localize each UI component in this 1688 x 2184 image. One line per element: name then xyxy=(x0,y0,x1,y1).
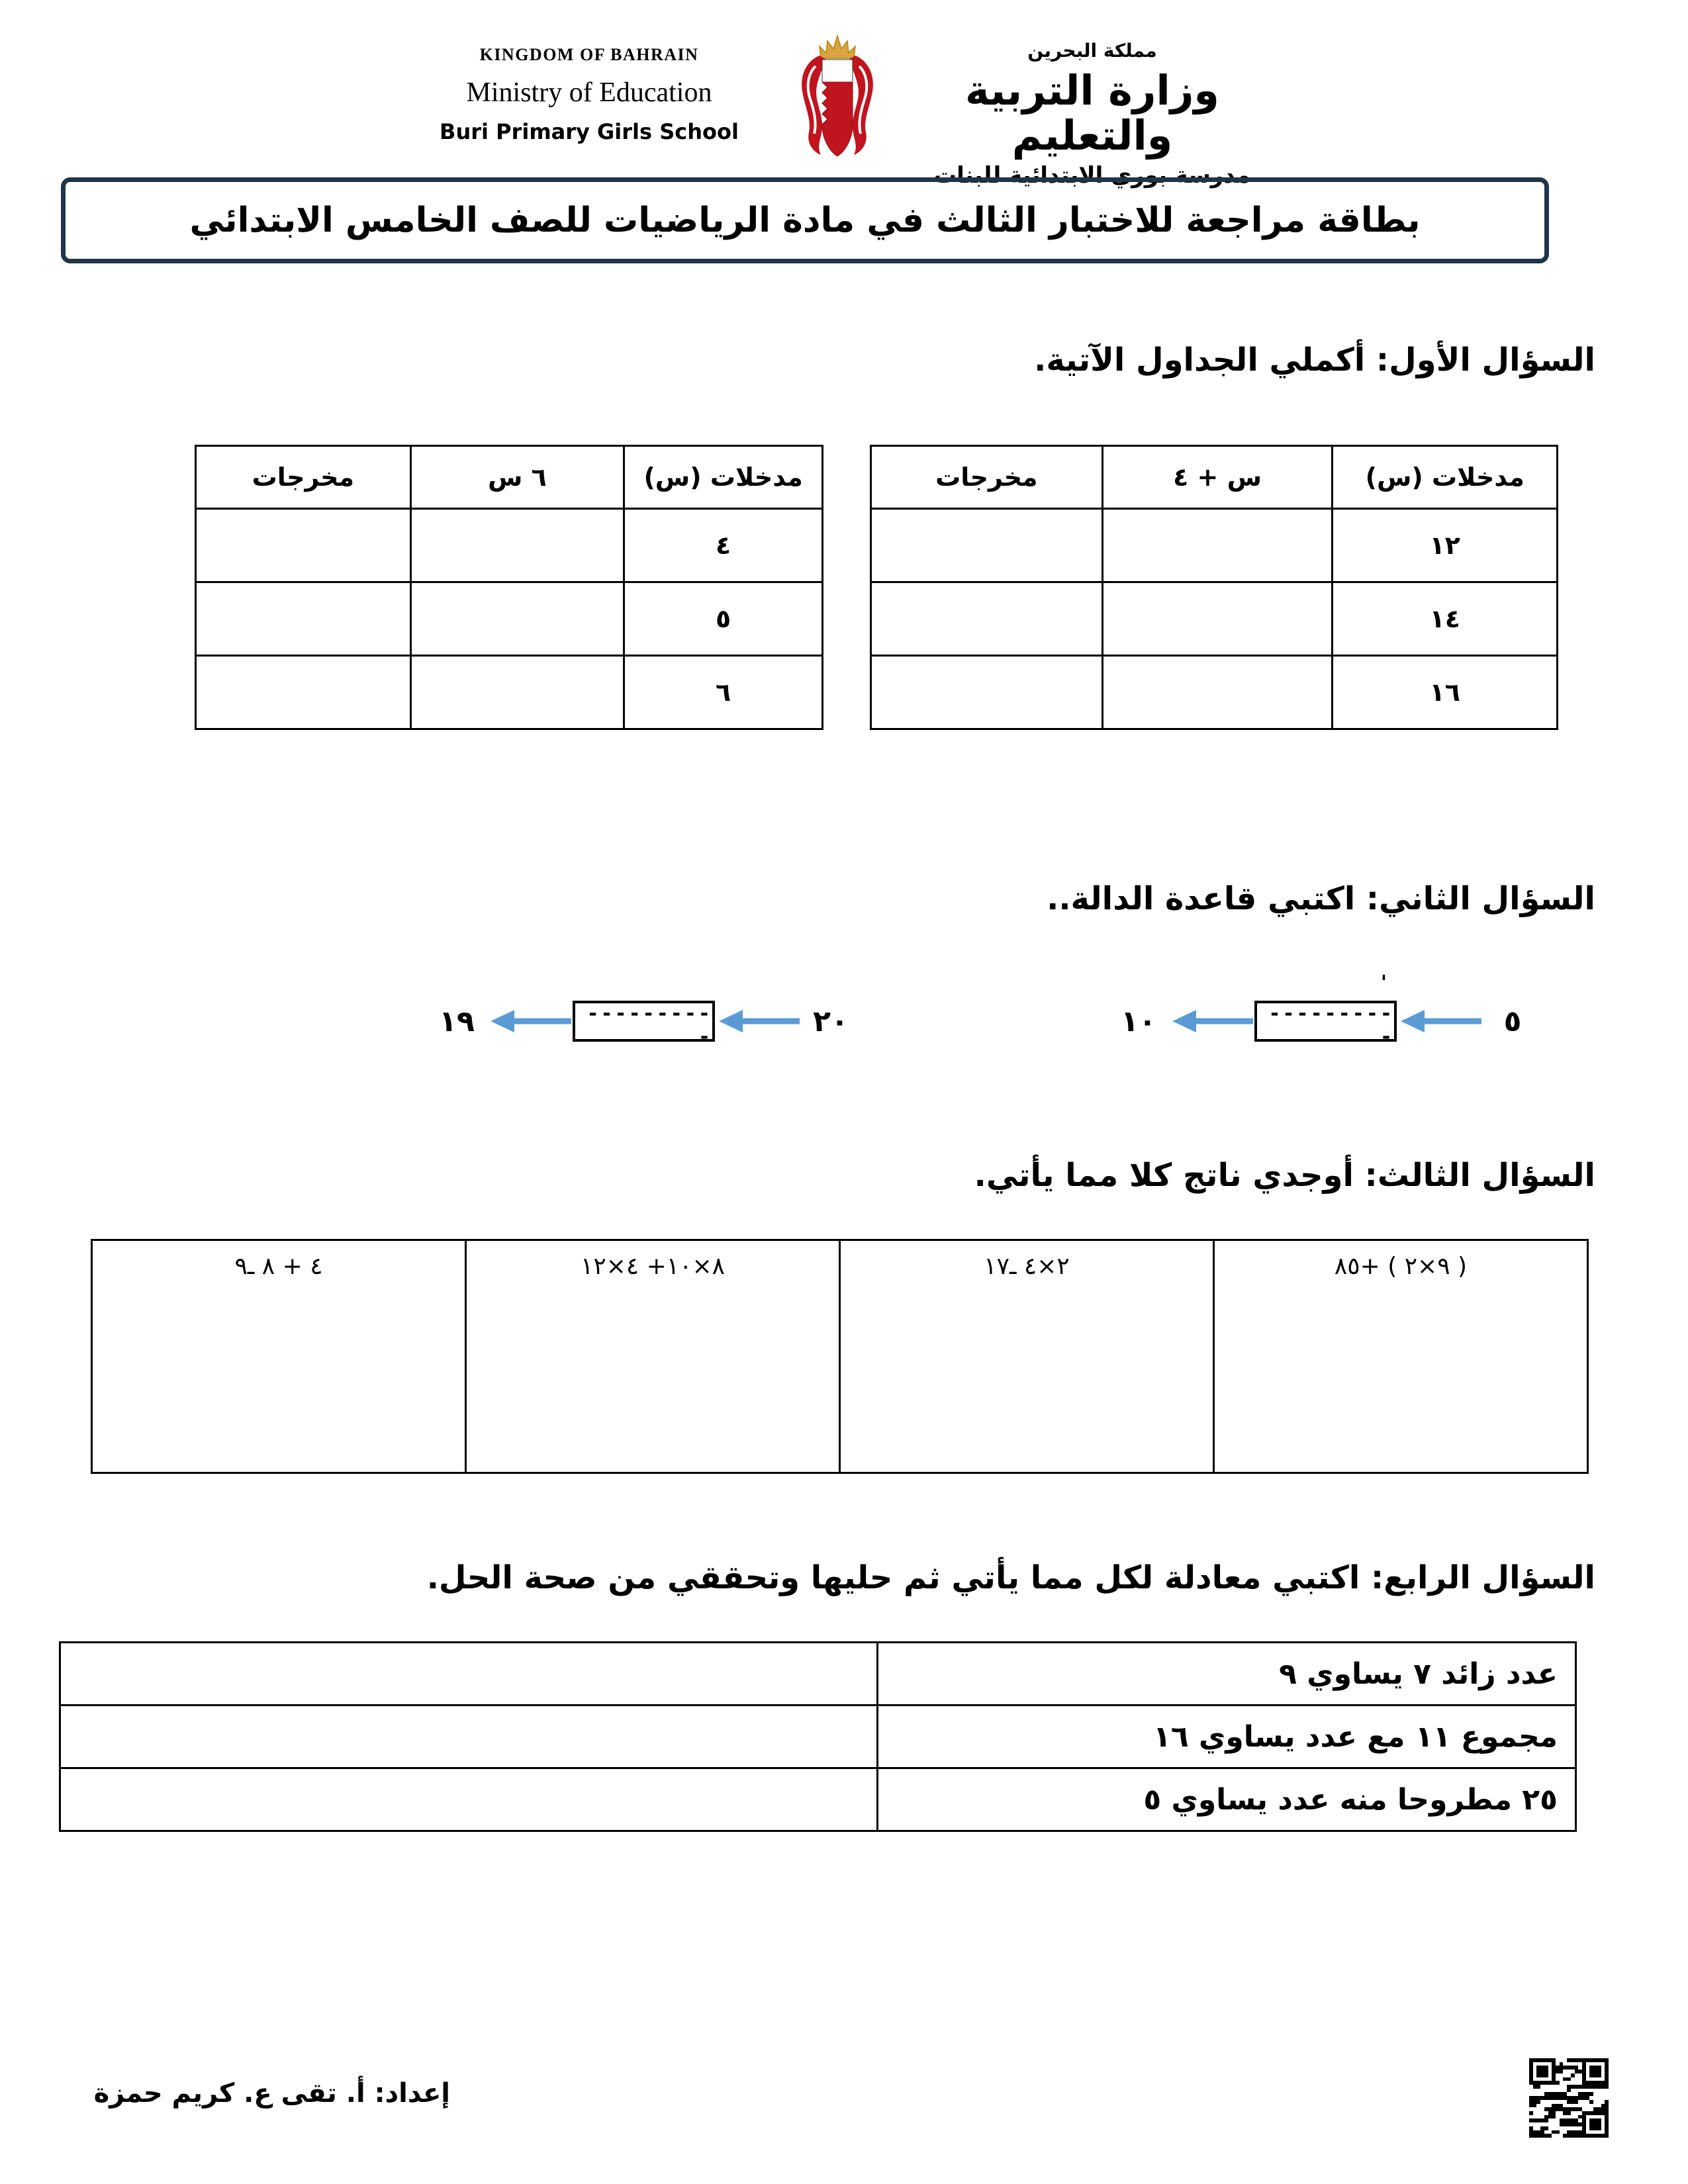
col-header-rule: س + ٤ xyxy=(1102,446,1333,509)
col-header-inputs: مدخلات (س) xyxy=(1333,446,1558,509)
statement-cell-2: مجموع ١١ مع عدد يساوي ١٦ xyxy=(878,1706,1576,1768)
input-value: ١٢ xyxy=(1333,509,1558,582)
worksheet-title-banner xyxy=(61,177,1549,263)
input-value: ٦ xyxy=(624,656,823,729)
input-value: ٤ xyxy=(624,509,823,582)
header-english-school: Buri Primary Girls School xyxy=(440,119,739,144)
input-value: ١٦ xyxy=(1333,656,1558,729)
question-1-table-right xyxy=(870,445,1558,730)
rule-answer-cell[interactable] xyxy=(1102,509,1333,582)
rule-answer-cell[interactable] xyxy=(1102,656,1333,729)
question-3-table xyxy=(91,1239,1589,1474)
document-header xyxy=(0,26,1688,189)
table-row xyxy=(871,582,1558,656)
qr-code[interactable] xyxy=(1529,2058,1609,2138)
equation-answer-cell-2[interactable] xyxy=(60,1706,878,1768)
machine-1-input-arrow-icon xyxy=(1397,1008,1483,1034)
author-credit: إعداد: أ. تقى ع. كريم حمزة xyxy=(93,2078,450,2109)
machine-1-output-arrow-icon xyxy=(1168,1008,1254,1034)
machine-2-rule-box[interactable] xyxy=(573,1001,715,1048)
question-4-table xyxy=(59,1641,1577,1832)
header-arabic-ministry: وزارة التربية والتعليم xyxy=(965,66,1219,160)
col-header-outputs: مخرجات xyxy=(871,446,1103,509)
expression-cell-4[interactable]: ٤ + ٨ ـ٩ xyxy=(92,1240,466,1473)
function-machine-2 xyxy=(427,1001,861,1048)
table-header-row xyxy=(871,446,1558,509)
output-answer-cell[interactable] xyxy=(196,582,411,656)
machine-2-rule-placeholder: ---------- xyxy=(586,1002,712,1048)
table-row xyxy=(196,656,823,729)
header-english-block xyxy=(410,26,768,144)
table-header-row xyxy=(196,446,823,509)
output-answer-cell[interactable] xyxy=(871,509,1103,582)
header-arabic-school: مدرسة بوري الابتدائية للبنات xyxy=(933,162,1251,189)
question-1-heading: السؤال الأول: أكملي الجداول الآتية. xyxy=(1034,341,1595,379)
statement-cell-3: ٢٥ مطروحا منه عدد يساوي ٥ xyxy=(878,1768,1576,1831)
machine-2-output: ١٩ xyxy=(439,1004,475,1038)
header-english-ministry: Ministry of Education xyxy=(466,77,712,108)
table-row xyxy=(92,1240,1588,1473)
bahrain-emblem-icon xyxy=(768,26,907,159)
output-answer-cell[interactable] xyxy=(196,656,411,729)
machine-1-output: ١٠ xyxy=(1121,1004,1156,1038)
expression-cell-2[interactable]: ٢×٤ ـ١٧ xyxy=(840,1240,1214,1473)
machine-2-input: ٢٠ xyxy=(813,1004,849,1038)
question-1-table-left xyxy=(195,445,823,730)
table-row xyxy=(60,1768,1576,1831)
rule-answer-cell[interactable] xyxy=(410,582,624,656)
rule-answer-cell[interactable] xyxy=(410,656,624,729)
machine-1-rule-placeholder: ---------- xyxy=(1268,1002,1394,1048)
col-header-rule: ٦ س xyxy=(410,446,624,509)
table-row xyxy=(196,582,823,656)
output-answer-cell[interactable] xyxy=(871,582,1103,656)
function-machine-1 xyxy=(1109,1001,1542,1048)
question-3-heading: السؤال الثالث: أوجدي ناتج كلا مما يأتي. xyxy=(974,1157,1595,1194)
header-english-kingdom: KINGDOM OF BAHRAIN xyxy=(479,45,699,64)
machine-1-rule-box[interactable] xyxy=(1254,1001,1397,1048)
expression-cell-1[interactable]: ( ٩×٢ ) +٨٥ xyxy=(1214,1240,1588,1473)
stray-apostrophe-mark: ' xyxy=(1380,972,1387,995)
header-arabic-block xyxy=(907,26,1278,189)
output-answer-cell[interactable] xyxy=(871,656,1103,729)
rule-answer-cell[interactable] xyxy=(1102,582,1333,656)
expression-cell-3[interactable]: ٨×١٠+ ٤×١٢ xyxy=(466,1240,840,1473)
machine-2-input-arrow-icon xyxy=(715,1008,801,1034)
machine-1-input: ٥ xyxy=(1503,1004,1522,1038)
question-2-heading: السؤال الثاني: اكتبي قاعدة الدالة.. xyxy=(1047,880,1595,917)
col-header-outputs: مخرجات xyxy=(196,446,411,509)
equation-answer-cell-3[interactable] xyxy=(60,1768,878,1831)
input-value: ٥ xyxy=(624,582,823,656)
input-value: ١٤ xyxy=(1333,582,1558,656)
table-row xyxy=(871,509,1558,582)
machine-2-output-arrow-icon xyxy=(487,1008,573,1034)
table-row xyxy=(196,509,823,582)
worksheet-title: بطاقة مراجعة للاختبار الثالث في مادة الرياضيات للصف الخامس الابتدائي xyxy=(189,201,1421,240)
table-row xyxy=(60,1706,1576,1768)
equation-answer-cell-1[interactable] xyxy=(60,1643,878,1706)
rule-answer-cell[interactable] xyxy=(410,509,624,582)
question-4-heading: السؤال الرابع: اكتبي معادلة لكل مما يأتي ثم حليها وتحققي من صحة الحل. xyxy=(426,1559,1595,1596)
col-header-inputs: مدخلات (س) xyxy=(624,446,823,509)
table-row xyxy=(871,656,1558,729)
header-arabic-kingdom: مملكة البحرين xyxy=(1027,40,1157,62)
statement-cell-1: عدد زائد ٧ يساوي ٩ xyxy=(878,1643,1576,1706)
output-answer-cell[interactable] xyxy=(196,509,411,582)
table-row xyxy=(60,1643,1576,1706)
